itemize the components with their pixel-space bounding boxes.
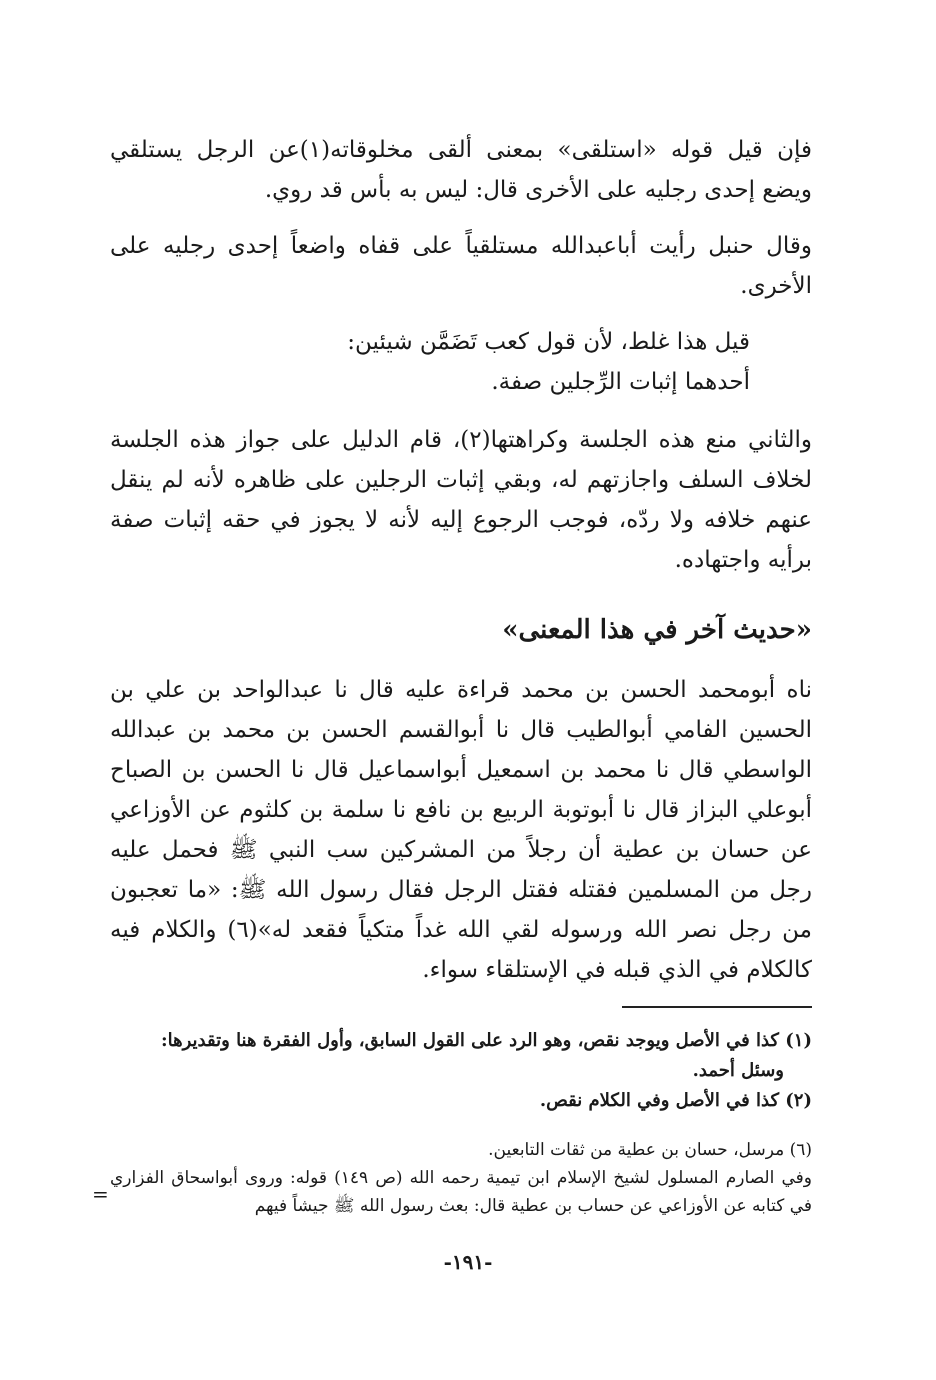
footnote-2: (٢) كذا في الأصل وفي الكلام نقص.	[539, 1090, 812, 1111]
source-footnotes	[110, 1136, 812, 1220]
footnote-1-continuation: وسئل أحمد.	[692, 1060, 784, 1081]
paragraph-3	[110, 322, 812, 402]
footnote-6-continuation: وفي الصارم المسلول لشيخ الإسلام ابن تيمية رحمه الله (ص ١٤٩) قوله: وروى أبواسحاق الفزاري في كتابه عن الأوزاعي عن حساب بن عطية قال: بعث رسول الله ﷺ جيشاً فيهم	[110, 1168, 812, 1216]
footnote-divider	[622, 1006, 812, 1008]
section-heading: «حديث آخر في هذا المعنى»	[502, 615, 812, 645]
paragraph-2: وقال حنبل رأيت أباعبدالله مستلقياً على قفاه واضعاً إحدى رجليه على الأخرى.	[110, 233, 812, 299]
footnote-1: (١) كذا في الأصل ويوجد نقص، وهو الرد على القول السابق، وأول الفقرة هنا وتقديرها:	[160, 1030, 812, 1051]
paragraph-3-line-2: أحدهما إثبات الرِّجلين صفة.	[491, 369, 750, 395]
paragraph-4: والثاني منع هذه الجلسة وكراهتها(٢)، قام الدليل على جواز هذه الجلسة لخلاف السلف واجازتهم له، وبقي إثبات الرجلين على ظاهره لأنه لم ينقل عنهم خلافه ولا ردّه، فوجب الرجوع إليه لأنه لا يجوز في حقه إثبات صفة برأيه واجتهاده.	[110, 427, 812, 573]
page-number: -١٩١-	[443, 1250, 493, 1274]
editor-footnotes	[110, 1026, 812, 1116]
footnote-6: (٦) مرسل، حسان بن عطية من ثقات التابعين.	[488, 1140, 812, 1160]
paragraph-3-line-1: قيل هذا غلط، لأن قول كعب تَضَمَّن شيئين:	[347, 329, 750, 355]
paragraph-1: فإن قيل قوله «استلقى» بمعنى ألقى مخلوقاته(١)عن الرجل يستلقي ويضع إحدى رجليه على الأخرى قال: ليس به بأس قد روي.	[110, 137, 812, 203]
continuation-mark: =	[92, 1182, 109, 1206]
hadith-paragraph: ناه أبومحمد الحسن بن محمد قراءة عليه قال نا عبدالواحد بن علي بن الحسين الفامي أبوالطيب قال نا أبوالقسم الحسن بن محمد بن عبدالله الواسطي قال نا محمد بن اسمعيل أبواسماعيل قال نا الحسن بن الصباح أبوعلي البزاز قال نا أبوتوبة الربيع بن نافع نا سلمة بن كلثوم عن الأوزاعي عن حسان بن عطية أن رجلاً من المشركين سب النبي ﷺ فحمل عليه رجل من المسلمين فقتله فقتل الرجل فقال رسول الله ﷺ: «ما تعجبون من رجل نصر الله ورسوله لقي الله غداً متكياً فقعد له»(٦) والكلام فيه كالكلام في الذي قبله في الإستلقاء سواء.	[110, 677, 812, 983]
page-body	[110, 130, 812, 1220]
